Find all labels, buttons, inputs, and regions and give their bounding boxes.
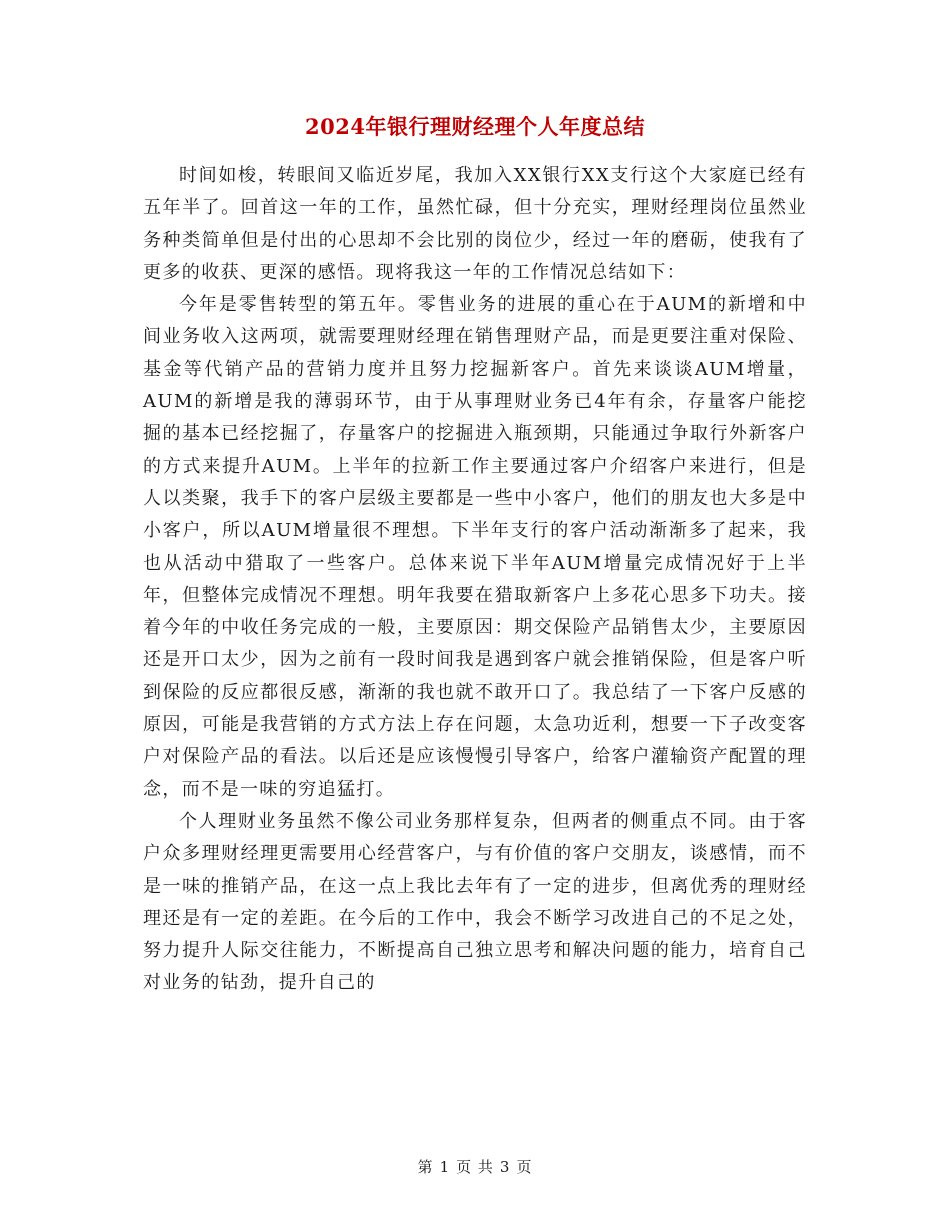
paragraph-personal-finance: 个人理财业务虽然不像公司业务那样复杂，但两者的侧重点不同。由于客户众多理财经理更需要用心经营客户，与有价值的客户交朋友，谈感情，而不是一味的推销产品，在这一点上我比去年有了一定的进步，但离优秀的理财经理还是有一定的差距。在今后的工作中，我会不断学习改进自己的不足之处，努力提升人际交往能力，不断提高自己独立思考和解决问题的能力，培育自己对业务的钻劲，提升自己的 xyxy=(143,810,807,994)
paragraph-retail-business: 今年是零售转型的第五年。零售业务的进展的重心在于AUM的新增和中间业务收入这两项，就需要理财经理在销售理财产品，而是更要注重对保险、基金等代销产品的营销力度并且努力挖掘新客户。首先来谈谈AUM增量，AUM的新增是我的薄弱环节，由于从事理财业务已4年有余，存量客户能挖掘的基本已经挖掘了，存量客户的挖掘进入瓶颈期，只能通过争取行外新客户的方式来提升AUM。上半年的拉新工作主要通过客户介绍客户来进行，但是人以类聚，我手下的客户层级主要都是一些中小客户，他们的朋友也大多是中小客户，所以AUM增量很不理想。下半年支行的客户活动渐渐多了起来，我也从活动中猎取了一些客户。总体来说下半年AUM增量完成情况好于上半年，但整体完成情况不理想。明年我要在猎取新客户上多花心思多下功夫。接着今年的中收任务完成的一般，主要原因：期交保险产品销售太少，主要原因还是开口太少，因为之前有一段时间我是遇到客户就会推销保险，但是客户听到保险的反应都很反感，渐渐的我也就不敢开口了。我总结了一下客户反感的原因，可能是我营销的方式方法上存在问题，太急功近利，想要一下子改变客户对保险产品的看法。以后还是应该慢慢引导客户，给客户灌输资产配置的理念，而不是一味的穷追猛打。 xyxy=(143,294,807,800)
footer-page-prefix: 第 xyxy=(417,1158,434,1176)
footer-page-number: 1 xyxy=(439,1158,451,1176)
paragraph-intro: 时间如梭，转眼间又临近岁尾，我加入XX银行XX支行这个大家庭已经有五年半了。回首这一年的工作，虽然忙碌，但十分充实，理财经理岗位虽然业务种类简单但是付出的心思却不会比别的岗位少，经过一年的磨砺，使我有了更多的收获、更深的感悟。现将我这一年的工作情况总结如下： xyxy=(143,165,807,283)
footer-page-middle: 页 共 xyxy=(456,1158,494,1176)
page-footer xyxy=(0,1156,950,1177)
document-body xyxy=(143,160,807,1000)
document-title: 2024年银行理财经理个人年度总结 xyxy=(305,114,645,139)
footer-page-suffix: 页 xyxy=(516,1158,533,1176)
footer-page-total: 3 xyxy=(499,1158,511,1176)
